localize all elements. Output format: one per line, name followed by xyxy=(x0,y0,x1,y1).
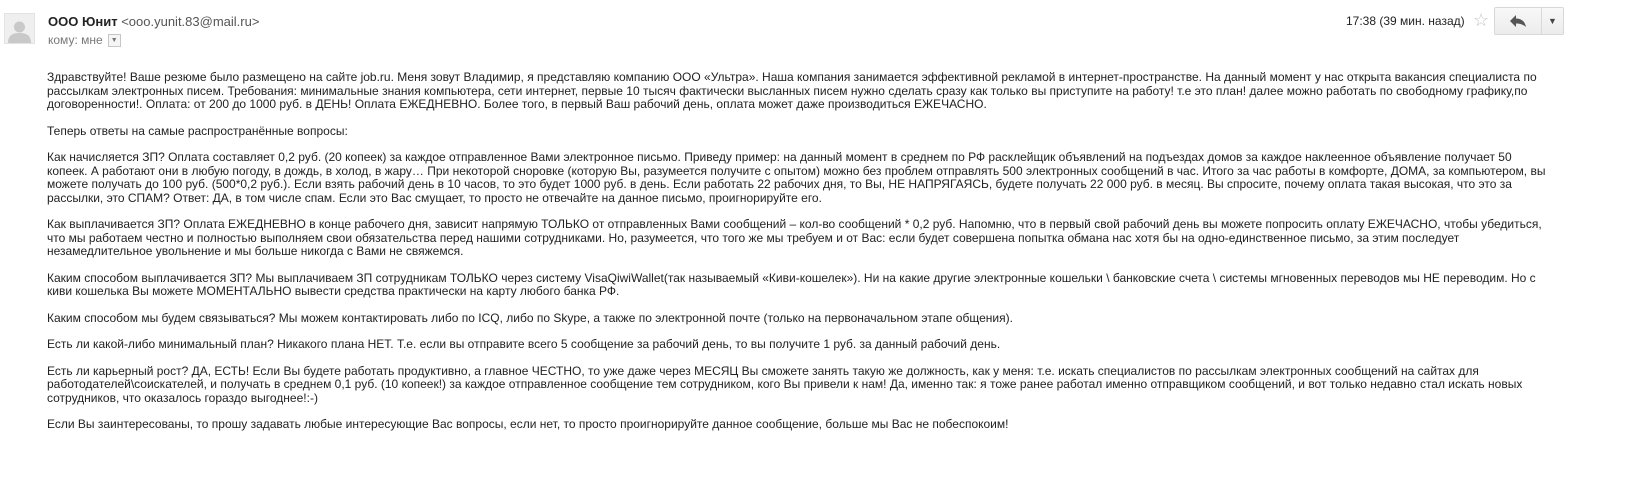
reply-arrow-icon xyxy=(1510,15,1526,27)
star-icon[interactable]: ☆ xyxy=(1473,10,1490,30)
message-paragraph: Каким способом выплачивается ЗП? Мы выплачиваем ЗП сотрудникам ТОЛЬКО через систему VisaQiwiWallet(так называемый «Киви-кошелек»). Ни на какие другие электронные кошельки \ банковские счета \ системы мгновенных переводов мы НЕ переводим. Но с киви кошелька Вы можете МОМЕНТАЛЬНО вывести средства практически на карту любого банка РФ. xyxy=(47,270,1536,298)
chevron-down-icon: ▼ xyxy=(1548,16,1557,26)
message-paragraph: Здравствуйте! Ваше резюме было размещено на сайте job.ru. Меня зовут Владимир, я представляю компанию ООО «Ультра». Наша компания занимается эффективной рекламой в интернет-пространстве. На данный момент у нас открыта вакансия специалиста по рассылкам электронных писем. Требования: минимальные знания компьютера, сети интернет, первые 10 тысяч фактически высланных писем нужно сделать сразу как только вы приступите на работу! т.е это план! далее можно работать по свободному графику,по договоренности!. Оплата: от 200 до 1000 руб. в ДЕНЬ! Оплата ЕЖЕДНЕВНО. Более того, в первый Ваш рабочий день, оплата может даже производиться ЕЖЕЧАСНО. xyxy=(47,70,1537,111)
sender-name[interactable]: ООО Юнит xyxy=(48,14,118,29)
message-paragraph: Как выплачивается ЗП? Оплата ЕЖЕДНЕВНО в конце рабочего дня, зависит напрямую ТОЛЬКО от отправленных Вами сообщений – кол-во сообщений * 0,2 руб. Напомню, что в первый свой рабочий день вы можете попросить оплату ЕЖЕЧАСНО, чтобы убедиться, что мы работаем честно и полностью выполняем свои обязательства перед нашими сотрудниками. Но, разумеется, что того же мы требуем и от Вас: если будет совершена попытка обмана нас хотя бы на одно-единственное письмо, за этим последует незамедлительное увольнение и мы больше никогда с Вами не свяжемся. xyxy=(47,217,1542,258)
sender-avatar[interactable] xyxy=(4,13,35,44)
recipient-label: кому: мне xyxy=(48,33,103,47)
reply-button[interactable] xyxy=(1494,7,1542,35)
message-body xyxy=(47,71,1547,445)
message-paragraph: Есть ли какой-либо минимальный план? Никакого плана НЕТ. Т.е. если вы отправите всего 5 сообщение за рабочий день, то вы получите 1 руб. за данный рабочий день. xyxy=(47,337,1001,351)
reply-button-group xyxy=(1494,7,1564,35)
more-actions-button[interactable] xyxy=(1542,7,1564,35)
message-paragraph: Теперь ответы на самые распространённые вопросы: xyxy=(47,123,348,138)
message-paragraph: Как начисляется ЗП? Оплата составляет 0,2 руб. (20 копеек) за каждое отправленное Вами электронное письмо. Приведу пример: на данный момент в среднем по РФ расклейщик объявлений на подъездах домов за каждое наклеенное объявление получает 50 копеек. А работают они в любую погоду, в дождь, в холод, в жару… При некоторой сноровке (которую Вы, разумеется получите с опытом) можно без проблем отправлять 500 электронных сообщений в час. Итого за час работы в комфорте, ДОМА, за компьютером, вы можете получать до 100 руб. (500*0,2 руб.). Если взять рабочий день в 10 часов, то это будет 1000 руб. в день. Если работать 22 рабочих дня, то Вы, НЕ НАПРЯГАЯСЬ, будете получать 22 000 руб. в месяц. Вы спросите, почему оплата такая высокая, что это за рассылки, это СПАМ? Ответ: ДА, в том числе спам. Если это Вас смущает, то просто не отвечайте на данное письмо, проигнорируйте его. xyxy=(47,150,1546,205)
message-time: 17:38 (39 мин. назад) xyxy=(1346,14,1465,28)
message-header xyxy=(0,0,1651,56)
sender-line xyxy=(48,14,259,29)
message-paragraph: Если Вы заинтересованы, то прошу задавать любые интересующие Вас вопросы, если нет, то просто проигнорируйте данное сообщение, больше мы Вас не побеспокоим! xyxy=(47,417,1009,431)
details-dropdown-button[interactable] xyxy=(108,34,121,47)
sender-email: <ooo.yunit.83@mail.ru> xyxy=(121,14,260,29)
chevron-down-icon: ▼ xyxy=(110,36,118,44)
message-paragraph: Каким способом мы будем связываться? Мы можем контактировать либо по ICQ, либо по Skype, а также по электронной почте (только на первоначальном этапе общения). xyxy=(47,310,1013,325)
message-paragraph: Есть ли карьерный рост? ДА, ЕСТЬ! Если Вы будете работать продуктивно, а главное ЧЕСТНО, то уже даже через МЕСЯЦ Вы сможете занять такую же должность, как у меня: т.е. искать специалистов по рассылкам электронных сообщений на сайтах для работодателей\соискателей, и получать в среднем 0,1 руб. (10 копеек!) за каждое отправленное сообщение тем сотрудником, кого Вы привели к нам! Да, именно так: я тоже ранее работал именно отправщиком сообщений, и вот только недавно стал искать новых сотрудников, что оказалось гораздо выгоднее!:-) xyxy=(47,363,1523,405)
person-silhouette-icon xyxy=(6,19,33,43)
recipient-line xyxy=(48,33,121,47)
